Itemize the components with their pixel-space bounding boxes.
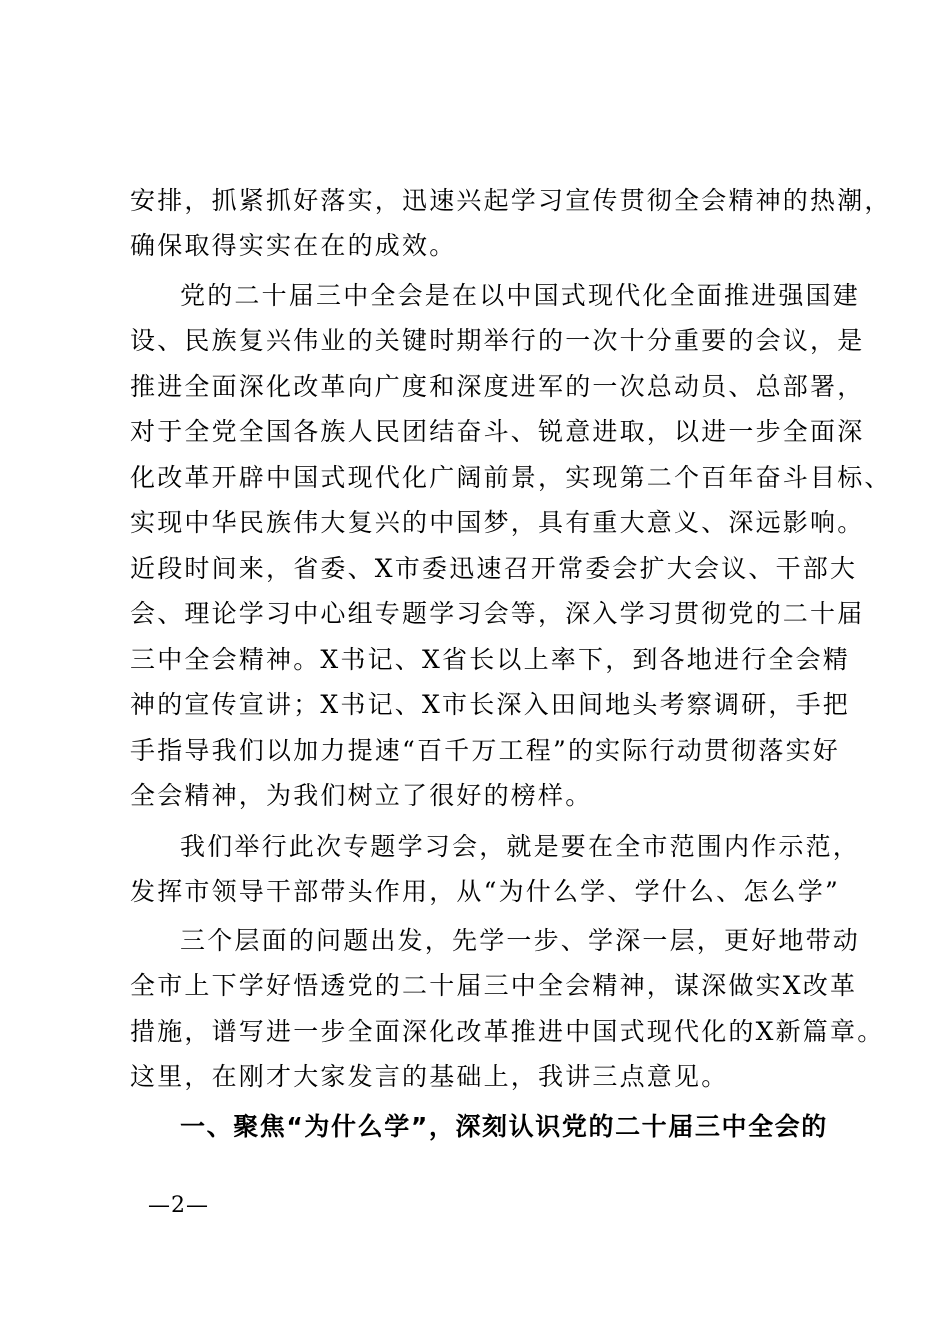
text-line: 对于全党全国各族人民团结奋斗、锐意进取，以进一步全面深 <box>130 417 865 446</box>
section-heading: 一、聚焦“为什么学”，深刻认识党的二十届三中全会的 <box>180 1112 828 1141</box>
paragraph-first-line: 我们举行此次专题学习会，就是要在全市范围内作示范， <box>180 832 861 861</box>
text-line: 三个层面的问题出发，先学一步、学深一层，更好地带动 <box>180 926 861 955</box>
text-line: 发挥市领导干部带头作用，从“为什么学、学什么、怎么学” <box>130 877 840 906</box>
text-line: 神的宣传宣讲；X书记、X市长深入田间地头考察调研，手把 <box>130 690 850 719</box>
text-line: 安排，抓紧抓好落实，迅速兴起学习宣传贯彻全会精神的热潮， <box>130 186 892 215</box>
text-line: 化改革开辟中国式现代化广阔前景，实现第二个百年奋斗目标、 <box>130 463 892 492</box>
text-line: 这里，在刚才大家发言的基础上，我讲三点意见。 <box>130 1062 729 1091</box>
text-line: 三中全会精神。X书记、X省长以上率下，到各地进行全会精 <box>130 645 850 674</box>
text-line: 手指导我们以加力提速“百千万工程”的实际行动贯彻落实好 <box>130 736 840 765</box>
text-line: 设、民族复兴伟业的关键时期举行的一次十分重要的会议，是 <box>130 326 865 355</box>
text-line: 实现中华民族伟大复兴的中国梦，具有重大意义、深远影响。 <box>130 508 865 537</box>
text-line: 会、理论学习中心组专题学习会等，深入学习贯彻党的二十届 <box>130 599 865 628</box>
text-line: 全会精神，为我们树立了很好的榜样。 <box>130 781 593 810</box>
text-line: 推进全面深化改革向广度和深度进军的一次总动员、总部署， <box>130 372 865 401</box>
text-line: 措施，谱写进一步全面深化改革推进中国式现代化的X新篇章。 <box>130 1017 885 1046</box>
page-number: —2— <box>148 1193 209 1218</box>
text-line: 近段时间来，省委、X市委迅速召开常委会扩大会议、干部大 <box>130 554 858 583</box>
text-line: 确保取得实实在在的成效。 <box>130 231 457 260</box>
paragraph-first-line: 党的二十届三中全会是在以中国式现代化全面推进强国建 <box>180 281 861 310</box>
text-line: 全市上下学好悟透党的二十届三中全会精神，谋深做实X改革 <box>130 971 858 1000</box>
